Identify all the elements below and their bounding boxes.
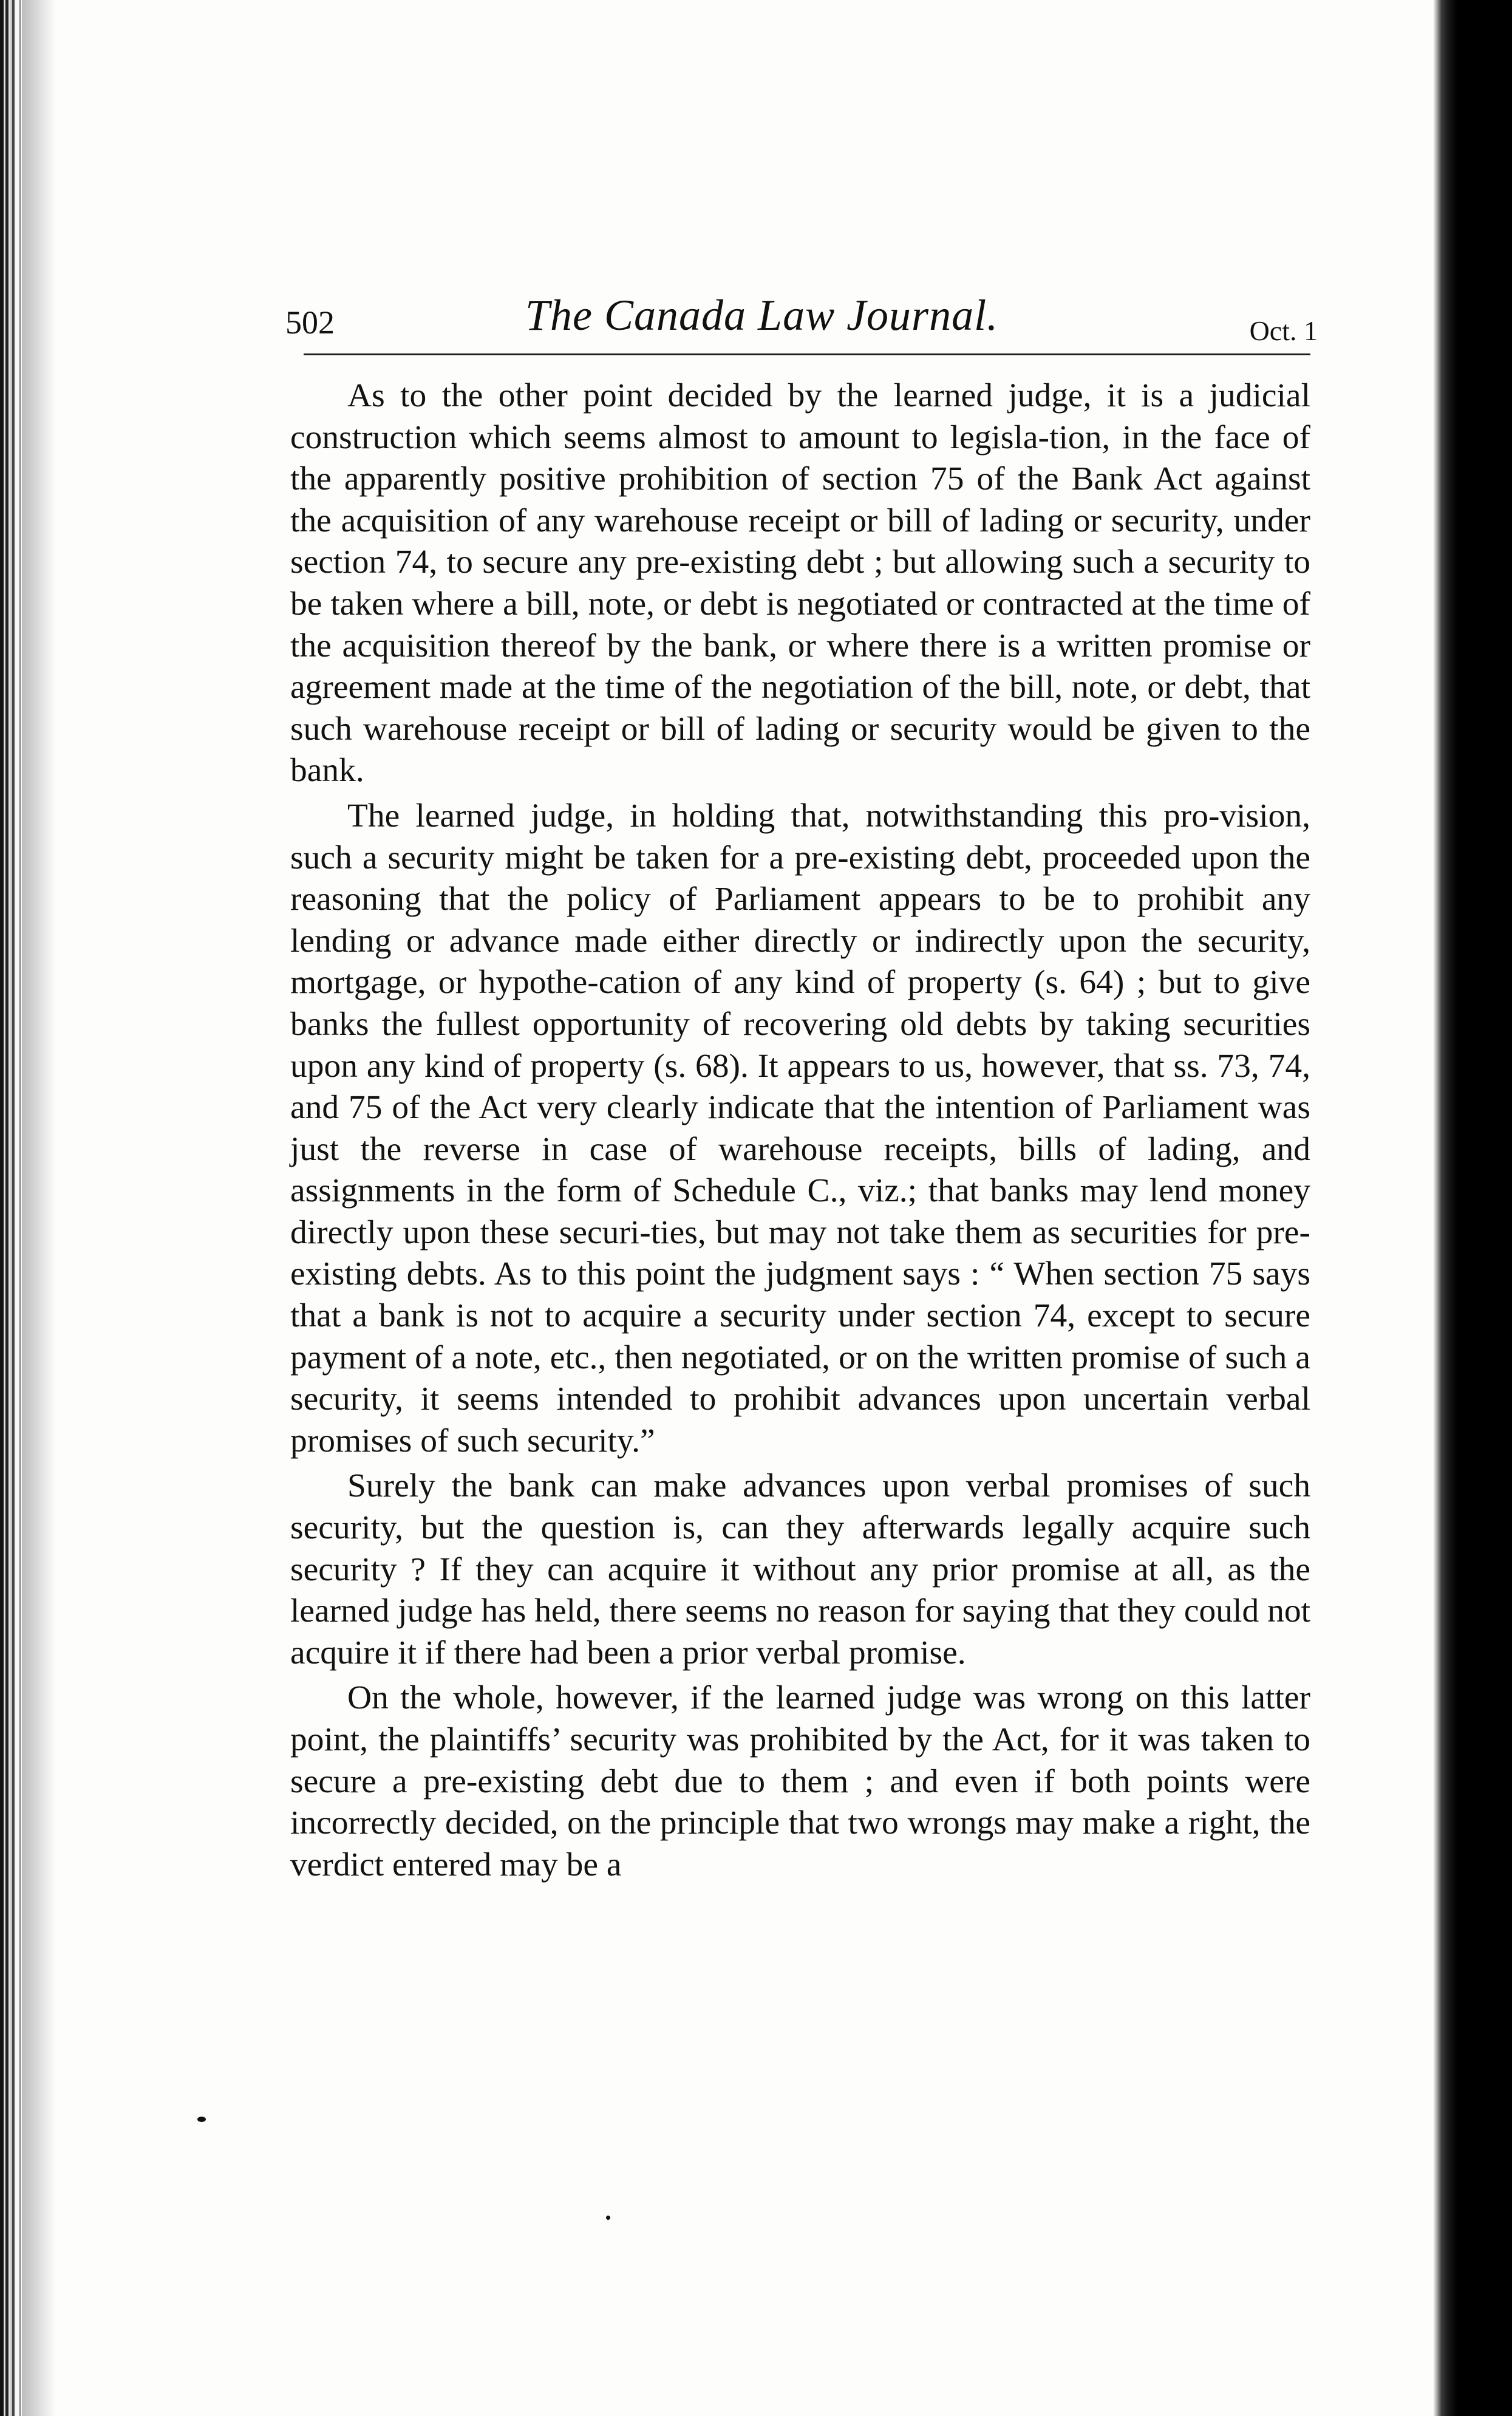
page-number: 502 [285, 304, 335, 341]
scan-speck [197, 2117, 206, 2122]
paragraph: Surely the bank can make advances upon verbal promises of such security, but the question is, can they afterwards legally acquire such security ? If they can acquire it without any prior promise at all, as the learned judge has held, there seems no reason for saying that they could not acquire it if there had been a prior verbal promise. [290, 1467, 1310, 1671]
journal-title: The Canada Law Journal. [525, 291, 999, 340]
article-body [290, 375, 1310, 1889]
paragraph: On the whole, however, if the learned judge was wrong on this latter point, the plaintiffs’ security was prohibited by the Act, for it was taken to secure a pre-existing debt due to them ; and even if both points were incorrectly decided, on the principle that two wrongs may make a right, the verdict entered may be a [290, 1679, 1310, 1883]
running-head [285, 290, 1318, 357]
scan-border [1421, 0, 1512, 2416]
binding-edge [0, 0, 55, 2416]
paragraph: The learned judge, in holding that, notwithstanding this pro-vision, such a security might be taken for a pre-existing debt, proceeded upon the reasoning that the policy of Parliament appears to be to prohibit any lending or advance made either directly or indirectly upon the security, mortgage, or hypothe-cation of any kind of property (s. 64) ; but to give banks the fullest opportunity of recovering old debts by taking securities upon any kind of property (s. 68). It appears to us, however, that ss. 73, 74, and 75 of the Act very clearly indicate that the intention of Parliament was just the reverse in case of warehouse receipts, bills of lading, and assignments in the form of Schedule C., viz.; that banks may lend money directly upon these securi-ties, but may not take them as securities for pre-existing debts. As to this point the judgment says : “ When section 75 says that a bank is not to acquire a security under section 74, except to secure payment of a note, etc., then negotiated, or on the written promise of such a security, it seems intended to prohibit advances upon uncertain verbal promises of such security.” [290, 797, 1310, 1459]
scan-speck [606, 2216, 610, 2220]
issue-date: Oct. 1 [1249, 315, 1318, 346]
paragraph: As to the other point decided by the learned judge, it is a judicial construction which seems almost to amount to legisla-tion, in the face of the apparently positive prohibition of section 75 of the Bank Act against the acquisition of any warehouse receipt or bill of lading or security, under section 74, to secure any pre-existing debt ; but allowing such a security to be taken where a bill, note, or debt is negotiated or contracted at the time of the acquisition thereof by the bank, or where there is a written promise or agreement made at the time of the negotiation of the bill, note, or debt, that such warehouse receipt or bill of lading or security would be given to the bank. [290, 377, 1310, 790]
header-rule [304, 353, 1310, 355]
